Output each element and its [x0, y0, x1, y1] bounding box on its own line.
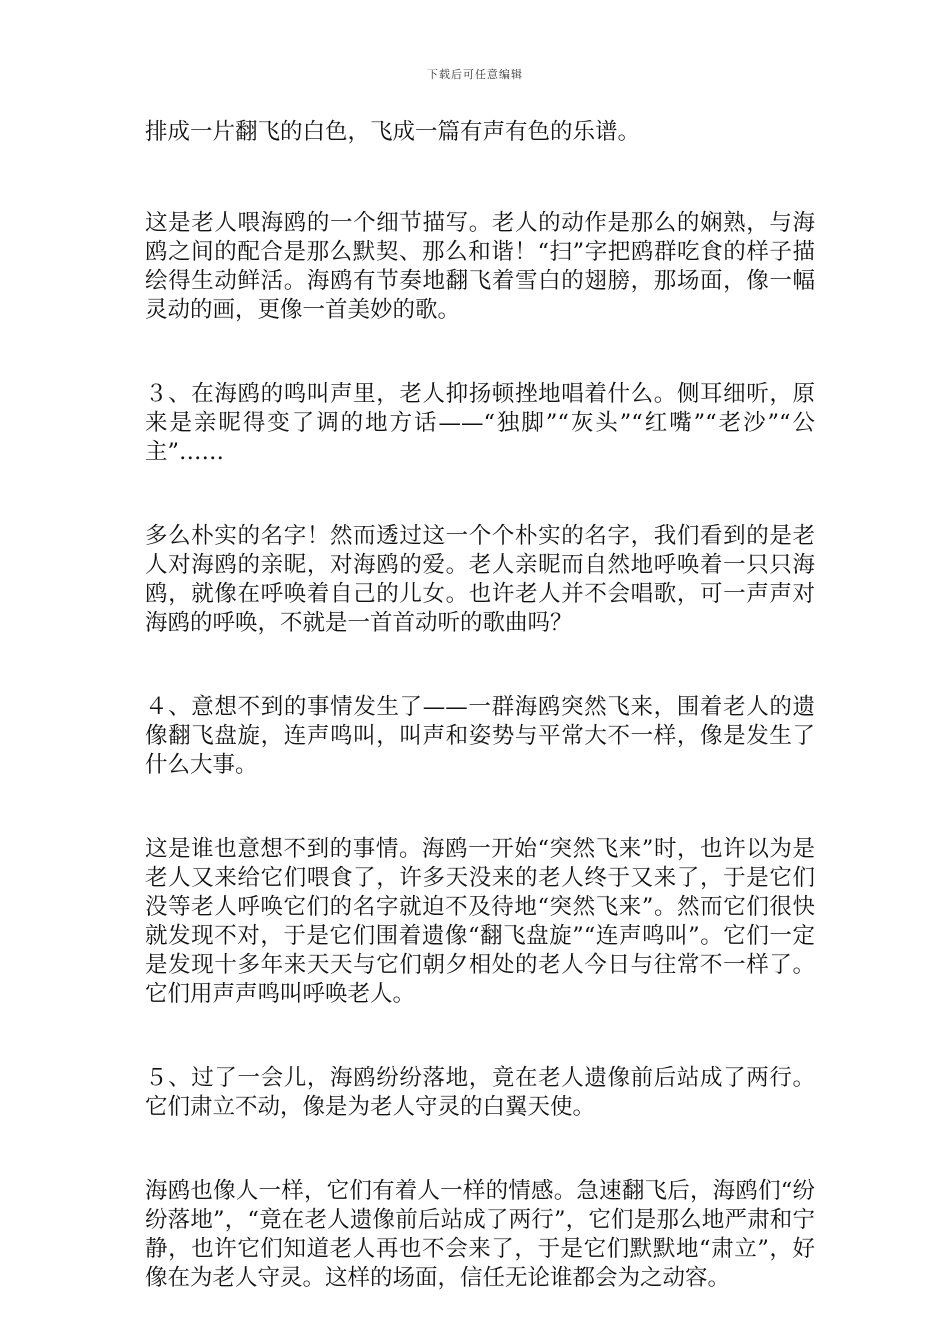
paragraph-6: 这是谁也意想不到的事情。海鸥一开始“突然飞来”时，也许以为是老人又来给它们喂食了，许多天没来的老人终于又来了，于是它们没等老人呼唤它们的名字就迫不及待地“突然飞来”。然而它们很快就发现不对，于是它们围着遗像“翻飞盘旋”“连声鸣叫”。它们一定是发现十多年来天天与它们朝夕相处的老人今日与往常不一样了。它们用声声鸣叫呼唤老人。: [145, 836, 815, 1007]
paragraph-gap: [145, 325, 815, 380]
paragraph-8: 海鸥也像人一样，它们有着人一样的情感。急速翻飞后，海鸥们“纷纷落地”，“竟在老人遗像前后站成了两行”，它们是那么地严肃和宁静，也许它们知道老人再也不会来了，于是它们默默地“肃立”，好像在为老人守灵。这样的场面，信任无论谁都会为之动容。: [145, 1178, 815, 1291]
paragraph-4: 多么朴实的名字！然而透过这一个个朴实的名字，我们看到的是老人对海鸥的亲昵，对海鸥的爱。老人亲昵而自然地呼唤着一只只海鸥，就像在呼唤着自己的儿女。也许老人并不会唱歌，可一声声对海鸥的呼唤，不就是一首首动听的歌曲吗？: [145, 523, 815, 636]
paragraph-5: ４、意想不到的事情发生了——一群海鸥突然飞来，围着老人的遗像翻飞盘旋，连声鸣叫，叫声和姿势与平常大不一样，像是发生了什么大事。: [145, 694, 815, 778]
paragraph-gap: [145, 1122, 815, 1177]
paragraph-gap: [145, 780, 815, 835]
paragraph-1: 排成一片翻飞的白色，飞成一篇有声有色的乐谱。: [145, 119, 641, 145]
paragraph-gap: [145, 467, 815, 522]
paragraph-gap: [145, 638, 815, 693]
page-header: 下载后可任意编辑: [427, 68, 523, 81]
paragraph-7: ５、过了一会儿，海鸥纷纷落地，竟在老人遗像前后站成了两行。它们肃立不动，像是为老人守灵的白翼天使。: [145, 1065, 815, 1120]
paragraph-gap: [145, 1009, 815, 1064]
paragraph-gap: [145, 147, 815, 209]
paragraph-2: 这是老人喂海鸥的一个细节描写。老人的动作是那么的娴熟，与海鸥之间的配合是那么默契、那么和谐！“扫”字把鸥群吃食的样子描绘得生动鲜活。海鸥有节奏地翻飞着雪白的翅膀，那场面，像一幅灵动的画，更像一首美妙的歌。: [145, 210, 815, 323]
paragraph-3: ３、在海鸥的鸣叫声里，老人抑扬顿挫地唱着什么。侧耳细听，原来是亲昵得变了调的地方话——“独脚”“灰头”“红嘴”“老沙”“公主”……: [145, 381, 815, 465]
document-body: [145, 118, 815, 1293]
